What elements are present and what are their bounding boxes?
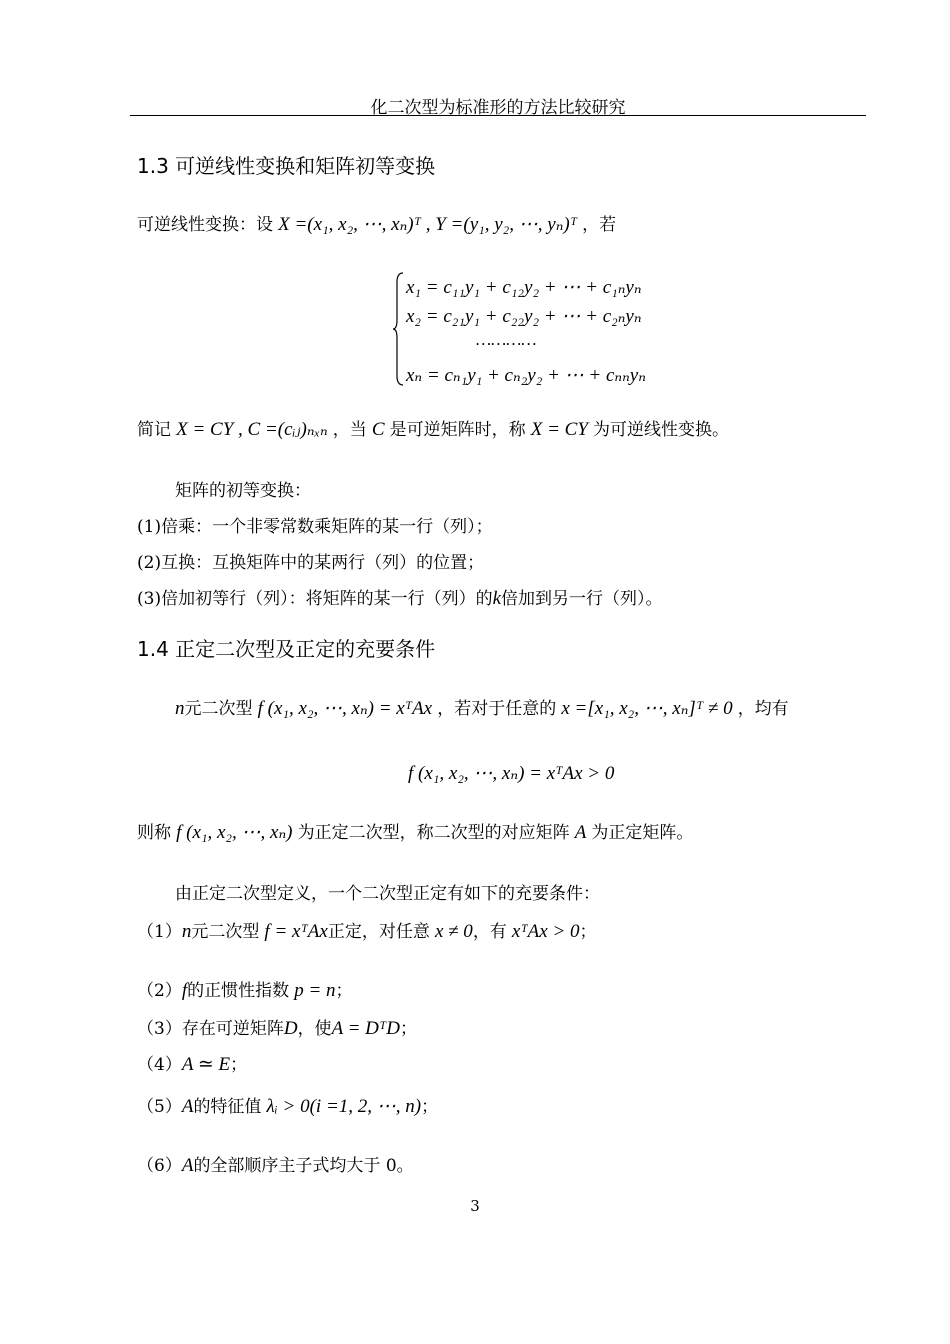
nonzero-vector-formula: x =[x₁, x₂, ⋯, xₙ]ᵀ ≠ 0 [561,698,733,719]
definition-line: n元二次型 f (x₁, x₂, ⋯, xₙ) = xᵀAx ，若对于任意的 x =[x₁, x₂, ⋯, xₙ]ᵀ ≠ 0 ，均有 [175,698,789,719]
display-formula: f (x₁, x₂, ⋯, xₙ) = xᵀAx > 0 [408,763,615,784]
short-C: C [371,419,385,440]
page-number: 3 [470,1197,480,1215]
intro-formula: X =(x₁, x₂, ⋯, xₙ)ᵀ , Y =(y₁, y₂, ⋯, yₙ)ᵀ [278,214,578,235]
condition-3: （3）存在可逆矩阵D，使A = DᵀD； [137,1018,417,1039]
system-eq-n: xₙ = cₙ₁y₁ + cₙ₂y₂ + ⋯ + cₙₙyₙ [406,365,646,386]
elementary-item-1: (1)倍乘：一个非零常数乘矩阵的某一行（列）； [137,517,493,537]
short-mid: 是可逆矩阵时，称 [389,420,526,440]
intro-tail: ，若 [582,215,617,235]
elementary-item-3: (3)倍加初等行（列）：将矩阵的某一行（列）的k倍加到另一行（列）。 [137,588,663,609]
elementary-title: 矩阵的初等变换： [175,481,311,501]
system-eq-1: x₁ = c₁₁y₁ + c₁₂y₂ + ⋯ + c₁ₙyₙ [406,277,642,298]
short-text: 简记 [137,420,171,440]
elementary-item-2: (2)互换：互换矩阵中的某两行（列）的位置； [137,553,485,573]
condition-4: （4）A ≃ E； [137,1054,248,1075]
condition-1: （1）n元二次型 f = xᵀAx正定，对任意 x ≠ 0，有 xᵀAx > 0； [137,921,597,942]
system-ellipsis: ………… [476,330,537,349]
condition-2: （2）f的正惯性指数 p = n； [137,980,353,1001]
quadratic-form-formula: f (x₁, x₂, ⋯, xₙ) = xᵀAx [257,698,433,719]
intro-line [137,210,616,236]
k-symbol: k [492,588,502,609]
left-brace [392,272,404,386]
section-heading-1-3: 1.3 可逆线性变换和矩阵初等变换 [137,154,436,178]
short-when: ，当 [332,420,367,440]
short-formula: X = CY , C =(cᵢⱼ)ₙₓₙ [176,419,328,440]
short-notation-line [137,415,729,441]
header-rule [130,115,866,116]
then-line: 则称 f (x₁, x₂, ⋯, xₙ) 为正定二次型，称二次型的对应矩阵 A 为正定矩阵。 [137,822,694,843]
section-heading-1-4: 1.4 正定二次型及正定的充要条件 [137,637,436,661]
short-end: 为可逆线性变换。 [593,420,729,440]
condition-6: （6）A的全部顺序主子式均大于 0。 [137,1155,414,1176]
condition-5: （5）A的特征值 λᵢ > 0(i =1, 2, ⋯, n)； [137,1096,439,1117]
conditions-intro: 由正定二次型定义，一个二次型正定有如下的充要条件： [175,884,600,904]
short-formula-2: X = CY [530,419,588,440]
system-eq-2: x₂ = c₂₁y₁ + c₂₂y₂ + ⋯ + c₂ₙyₙ [406,306,642,327]
running-header: 化二次型为标准形的方法比较研究 [370,98,626,118]
intro-text: 可逆线性变换：设 [137,215,273,235]
